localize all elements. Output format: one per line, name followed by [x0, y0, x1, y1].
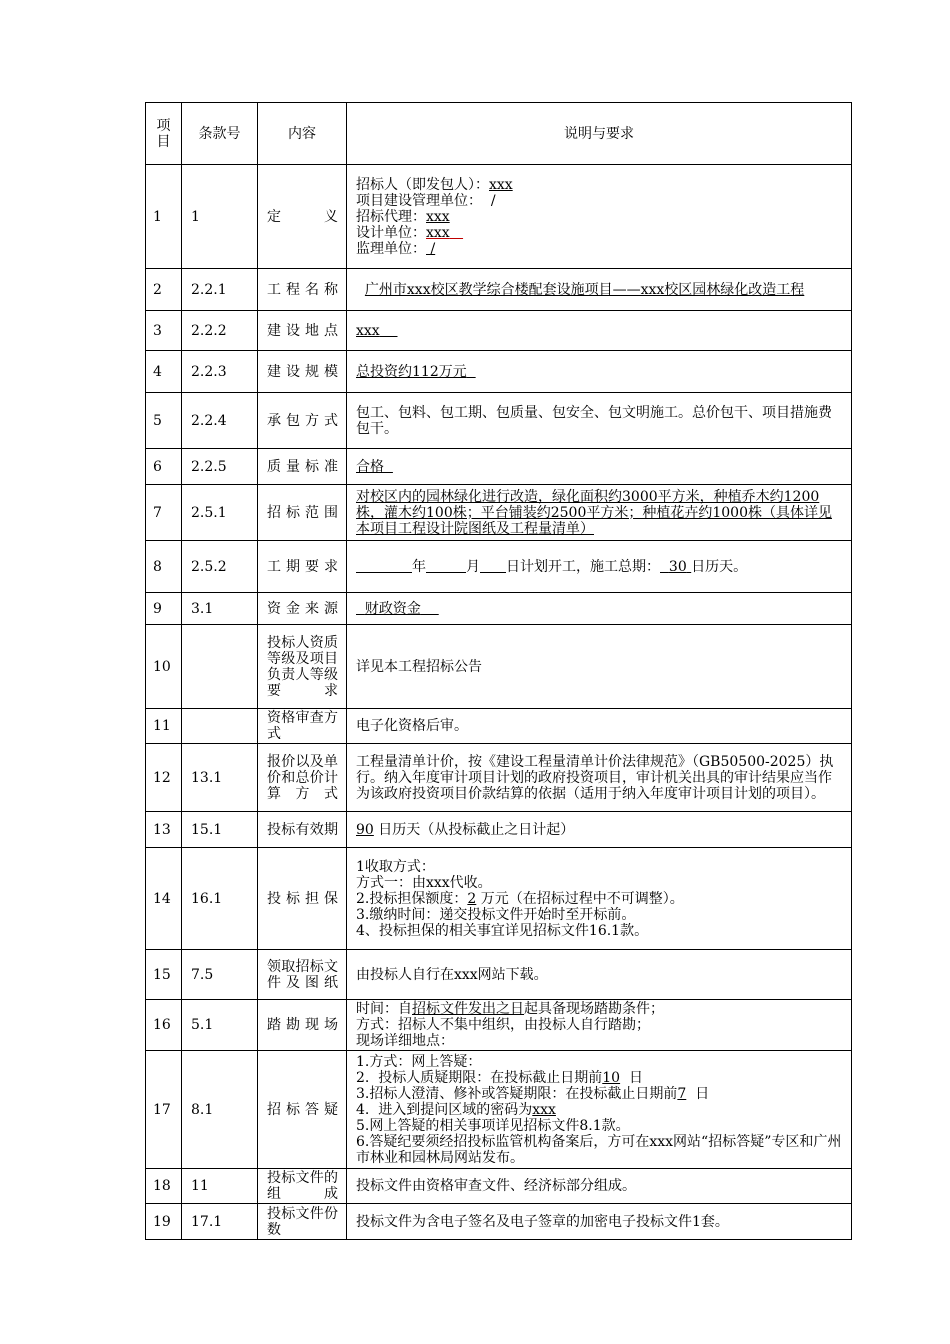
row-no: 12	[146, 744, 182, 812]
row-clause: 5.1	[182, 1000, 258, 1051]
row-name: 投标文件的组成	[258, 1169, 347, 1204]
row-no: 3	[146, 311, 182, 351]
site-visit-start-value: 招标文件发出之日	[412, 1001, 524, 1017]
table-row	[146, 485, 852, 541]
row-clause	[182, 625, 258, 709]
tenderer-value: xxx	[489, 176, 513, 193]
row-description: 1收取方式： 方式一：由xxx代收。 2.投标担保额度：2 万元（在招标过程中不可调整）。 3.缴纳时间：递交投标文件开始时至开标前。 4、投标担保的相关事宜详见招标文件16.1款。	[347, 848, 852, 950]
row-no: 2	[146, 269, 182, 311]
row-name: 投标有效期	[258, 812, 347, 848]
row-no: 19	[146, 1204, 182, 1240]
fund-source-value: 财政资金	[364, 600, 421, 617]
row-description: 包工、包料、包工期、包质量、包安全、包文明施工。总价包干、项目措施费包干。	[347, 393, 852, 449]
table-row	[146, 165, 852, 269]
scope-value: 对校区内的园林绿化进行改造，绿化面积约3000平方米，种植乔木约1200株，灌木约100株；平台铺装约2500平方米；种植花卉约1000株（具体详见本项目工程设计院图纸及工程量清单）	[356, 488, 832, 537]
row-clause: 2.2.5	[182, 449, 258, 485]
table-row	[146, 1051, 852, 1169]
table-row	[146, 311, 852, 351]
row-description: 工程量清单计价，按《建设工程量清单计价法律规范》（GB50500-2025）执行。纳入年度审计项目计划的政府投资项目，审计机关出具的审计结果应当作为该政府投资项目价款结算的依据（适用于纳入年度审计项目计划的项目）。	[347, 744, 852, 812]
table-row	[146, 744, 852, 812]
row-name: 资金来源	[258, 593, 347, 625]
manager-value: /	[490, 192, 496, 209]
row-no: 4	[146, 351, 182, 393]
row-no: 10	[146, 625, 182, 709]
clarify-deadline-value: 7	[677, 1085, 687, 1102]
row-clause: 2.2.1	[182, 269, 258, 311]
row-description: 1.方式：网上答疑： 2. 投标人质疑期限：在投标截止日期前10 日 3.招标人澄清、修补或答疑期限：在投标截止日期前7 日 4. 进入到提问区域的密码为xxx 5.网上答疑的相关事项详见招标文件8.1款。 6.答疑纪要须经招投标监管机构备案后，方可在xxx网站“招标答疑”专区和广州市林业和园林局网站发布。	[347, 1051, 852, 1169]
row-name: 报价以及单价和总价计算方式	[258, 744, 347, 812]
supervisor-value: /	[430, 240, 436, 257]
row-description: 投标文件为含电子签名及电子签章的加密电子投标文件1套。	[347, 1204, 852, 1240]
row-clause: 15.1	[182, 812, 258, 848]
row-description	[347, 449, 852, 485]
row-description: 90 日历天（从投标截止之日计起）	[347, 812, 852, 848]
table-row	[146, 950, 852, 1000]
row-name: 承包方式	[258, 393, 347, 449]
table-row	[146, 1000, 852, 1051]
validity-value: 90	[356, 821, 374, 838]
row-no: 11	[146, 709, 182, 744]
table-row	[146, 351, 852, 393]
row-no: 6	[146, 449, 182, 485]
header-description: 说明与要求	[347, 103, 852, 165]
table-row	[146, 449, 852, 485]
table-row	[146, 1169, 852, 1204]
row-clause: 2.5.2	[182, 541, 258, 593]
agent-value: xxx	[426, 208, 450, 225]
row-description: 由投标人自行在xxx网站下载。	[347, 950, 852, 1000]
row-name: 投标文件份数	[258, 1204, 347, 1240]
row-clause: 3.1	[182, 593, 258, 625]
designer-value: xxx	[426, 224, 450, 241]
row-name: 投标人资质等级及项目负责人等级要求	[258, 625, 347, 709]
row-name: 领取招标文件及图纸	[258, 950, 347, 1000]
day-blank	[480, 558, 506, 573]
guarantee-amount-value: 2	[467, 890, 477, 907]
table-row	[146, 1204, 852, 1240]
row-clause	[182, 709, 258, 744]
query-deadline-value: 10	[602, 1069, 621, 1086]
table-row	[146, 848, 852, 950]
row-clause: 2.2.3	[182, 351, 258, 393]
table-row	[146, 541, 852, 593]
table-header-row	[146, 103, 852, 165]
duration-value: 30	[668, 559, 687, 575]
row-no: 8	[146, 541, 182, 593]
row-name: 工程名称	[258, 269, 347, 311]
year-blank	[356, 558, 412, 573]
row-no: 16	[146, 1000, 182, 1051]
row-no: 13	[146, 812, 182, 848]
table-row	[146, 625, 852, 709]
project-name-value: 广州市xxx校区教学综合楼配套设施项目——xxx校区园林绿化改造工程	[364, 281, 805, 298]
row-description	[347, 485, 852, 541]
row-no: 14	[146, 848, 182, 950]
row-clause: 13.1	[182, 744, 258, 812]
row-no: 5	[146, 393, 182, 449]
row-clause: 7.5	[182, 950, 258, 1000]
header-clause-no: 条款号	[182, 103, 258, 165]
row-description: 招标人（即发包人）：xxx 项目建设管理单位： / 招标代理：xxx 设计单位：xxx 监理单位： /	[347, 165, 852, 269]
row-name: 招标范围	[258, 485, 347, 541]
row-name: 投标担保	[258, 848, 347, 950]
row-description: 投标文件由资格审查文件、经济标部分组成。	[347, 1169, 852, 1204]
row-clause: 8.1	[182, 1051, 258, 1169]
row-description: 时间：自招标文件发出之日起具备现场踏勘条件； 方式：招标人不集中组织，由投标人自行踏勘； 现场详细地点：	[347, 1000, 852, 1051]
row-clause: 1	[182, 165, 258, 269]
header-content: 内容	[258, 103, 347, 165]
row-name: 质量标准	[258, 449, 347, 485]
row-description: 详见本工程招标公告	[347, 625, 852, 709]
table-row	[146, 269, 852, 311]
row-no: 15	[146, 950, 182, 1000]
row-clause: 17.1	[182, 1204, 258, 1240]
row-description: 电子化资格后审。	[347, 709, 852, 744]
quality-value: 合格	[356, 458, 384, 475]
row-name: 建设规模	[258, 351, 347, 393]
row-clause: 11	[182, 1169, 258, 1204]
row-no: 18	[146, 1169, 182, 1204]
row-description	[347, 269, 852, 311]
table-row	[146, 593, 852, 625]
row-name: 工期要求	[258, 541, 347, 593]
table-row	[146, 812, 852, 848]
row-description	[347, 351, 852, 393]
row-no: 17	[146, 1051, 182, 1169]
table-row	[146, 709, 852, 744]
row-name: 建设地点	[258, 311, 347, 351]
row-clause: 2.2.4	[182, 393, 258, 449]
row-name: 踏勘现场	[258, 1000, 347, 1051]
location-value: xxx	[356, 322, 380, 339]
row-clause: 16.1	[182, 848, 258, 950]
row-name: 招标答疑	[258, 1051, 347, 1169]
header-item-no: 项目	[146, 103, 182, 165]
scale-value: 总投资约112万元	[356, 363, 467, 380]
table-row	[146, 393, 852, 449]
row-description	[347, 311, 852, 351]
row-description: 年 月 日计划开工，施工总期： 30 日历天。	[347, 541, 852, 593]
row-clause: 2.5.1	[182, 485, 258, 541]
row-no: 1	[146, 165, 182, 269]
row-description	[347, 593, 852, 625]
row-no: 9	[146, 593, 182, 625]
month-blank	[426, 558, 466, 573]
row-clause: 2.2.2	[182, 311, 258, 351]
password-value: xxx	[532, 1101, 556, 1118]
row-name: 资格审查方式	[258, 709, 347, 744]
tender-data-table	[145, 102, 852, 1240]
row-name: 定义	[258, 165, 347, 269]
row-no: 7	[146, 485, 182, 541]
